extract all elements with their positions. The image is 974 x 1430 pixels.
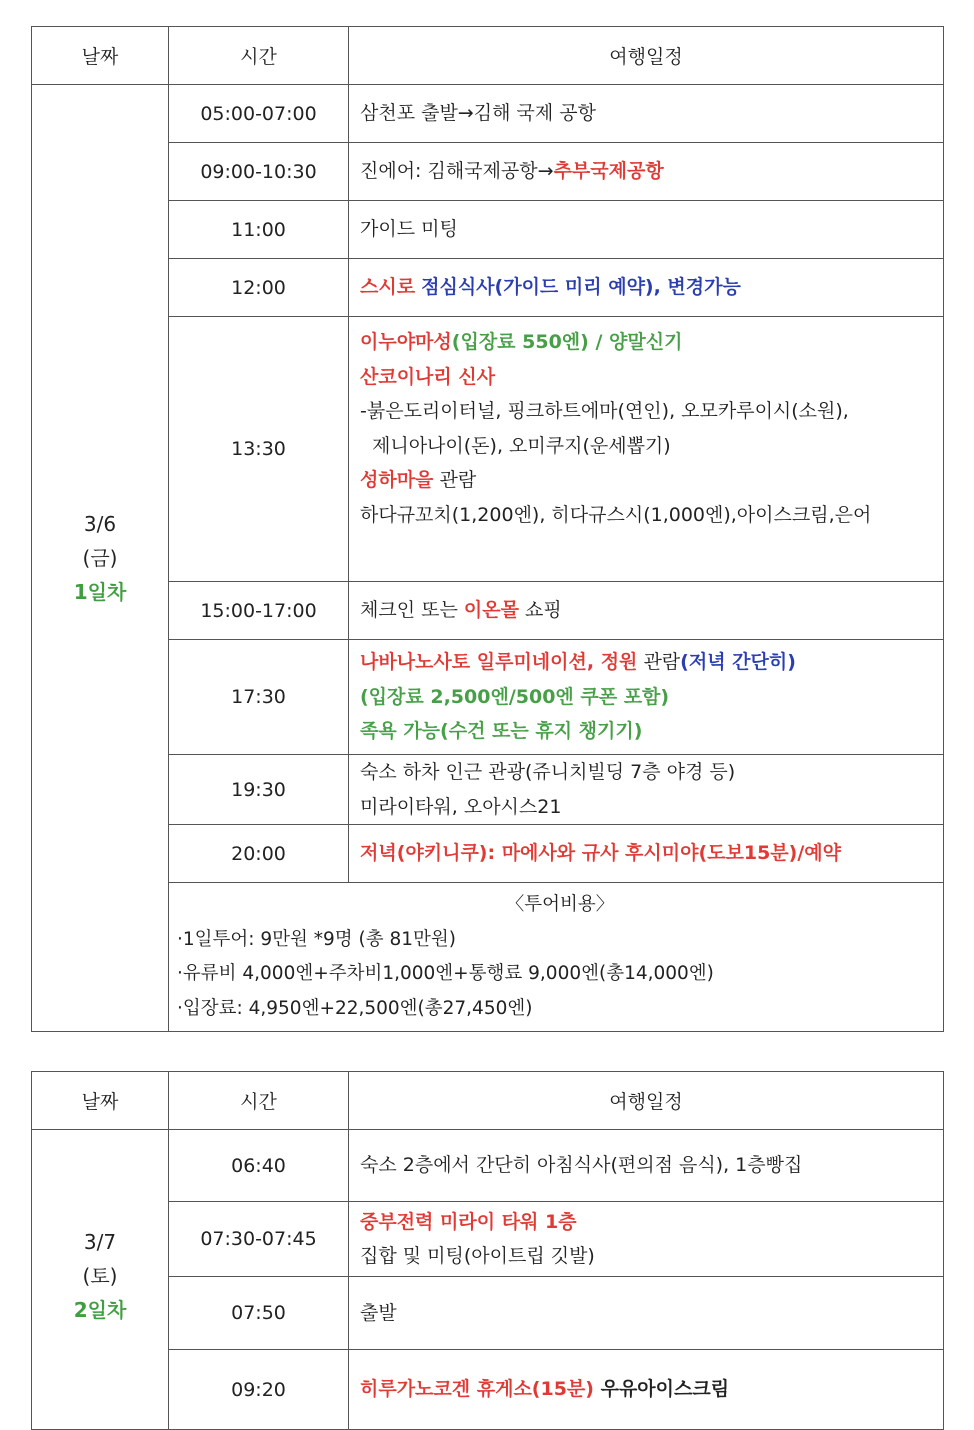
schedule-cell <box>349 755 944 825</box>
table-row <box>32 201 944 259</box>
header-time: 시간 <box>169 27 349 85</box>
schedule-cell <box>349 143 944 201</box>
schedule-cell <box>349 317 944 582</box>
cost-line: ·입장료: 4,950엔+22,500엔(총27,450엔) <box>177 997 533 1019</box>
header-time: 시간 <box>169 1072 349 1130</box>
schedule-line <box>360 463 943 498</box>
shrine-detail-line1: -붉은도리이터널, 핑크하트에마(연인), 오모카루이시(소원), <box>360 400 849 422</box>
time-cell: 13:30 <box>169 317 349 582</box>
sightseeing-line1: 숙소 하차 인근 관광(쥬니치빌딩 7층 야경 등) <box>360 761 736 783</box>
schedule-cell: 숙소 2층에서 간단히 아침식사(편의점 음식), 1층빵집 <box>349 1130 944 1202</box>
schedule-cell: 가이드 미팅 <box>349 201 944 259</box>
day2-schedule-table <box>31 1071 944 1430</box>
flight-text: 진에어: 김해국제공항→ <box>360 160 554 183</box>
table-row <box>32 582 944 640</box>
table-row <box>32 259 944 317</box>
mall-text: 이온몰 <box>463 599 519 622</box>
town-text: 성하마을 <box>360 469 434 491</box>
time-cell: 15:00-17:00 <box>169 582 349 640</box>
cost-title: 〈투어비용〉 <box>505 894 615 915</box>
schedule-cell: 저녁(야키니쿠): 마에사와 규사 후시미야(도보15분)/예약 <box>349 825 944 883</box>
schedule-line <box>360 325 943 360</box>
meeting-place-text: 중부전력 미라이 타워 1층 <box>360 1210 577 1233</box>
footbath-text: 족욕 가능(수건 또는 휴지 챙기기) <box>360 720 643 743</box>
header-schedule: 여행일정 <box>349 1072 944 1130</box>
rest-area-text: 히루가노코겐 휴게소(15분) <box>360 1378 594 1401</box>
illumination-note: 관람 <box>637 651 681 674</box>
table-row <box>32 1350 944 1430</box>
food-text: 하다규꼬치(1,200엔), 히다규스시(1,000엔),아이스크림,은어 <box>360 503 872 526</box>
day1-schedule-table <box>31 26 944 1032</box>
checkin-text: 체크인 또는 <box>360 599 464 622</box>
header-row <box>32 1072 944 1130</box>
cost-line: ·유류비 4,000엔+주차비1,000엔+통행료 9,000엔(총14,000엔) <box>177 963 714 984</box>
time-cell: 20:00 <box>169 825 349 883</box>
date: 3/7 <box>83 1230 117 1254</box>
weekday: (토) <box>82 1264 118 1288</box>
admission-text: (입장료 2,500엔/500엔 쿠폰 포함) <box>360 685 670 708</box>
schedule-cell <box>349 1202 944 1277</box>
date-cell <box>32 85 169 1032</box>
schedule-line <box>360 645 943 680</box>
meeting-text: 집합 및 미팅(아이트립 깃발) <box>360 1245 595 1267</box>
header-row <box>32 27 944 85</box>
weekday: (금) <box>82 546 118 570</box>
table-row <box>32 755 944 825</box>
date: 3/6 <box>83 512 117 536</box>
schedule-cell <box>349 1350 944 1430</box>
header-date: 날짜 <box>32 1072 169 1130</box>
cost-line: ·1일투어: 9만원 *9명 (총 81만원) <box>177 928 457 950</box>
schedule-cell <box>349 582 944 640</box>
time-cell: 06:40 <box>169 1130 349 1202</box>
table-row <box>32 825 944 883</box>
time-cell: 11:00 <box>169 201 349 259</box>
time-cell: 17:30 <box>169 640 349 755</box>
schedule-cell <box>349 640 944 755</box>
time-cell: 05:00-07:00 <box>169 85 349 143</box>
header-date: 날짜 <box>32 27 169 85</box>
dinner-note: (저녁 간단히) <box>680 651 796 674</box>
table-row <box>32 317 944 582</box>
header-schedule: 여행일정 <box>349 27 944 85</box>
time-cell: 09:00-10:30 <box>169 143 349 201</box>
illumination-text: 나바나노사토 일루미네이션, 정원 <box>360 651 638 674</box>
table-row <box>32 85 944 143</box>
shopping-text: 쇼핑 <box>518 599 562 622</box>
time-cell: 07:30-07:45 <box>169 1202 349 1277</box>
shrine-text: 산코이나리 신사 <box>360 365 496 388</box>
sightseeing-line2: 미라이타워, 오아시스21 <box>360 795 562 818</box>
town-note: 관람 <box>433 469 477 491</box>
shrine-detail-line2: 제니아나이(돈), 오미쿠지(운세뽑기) <box>372 434 671 457</box>
cost-row <box>32 883 944 1032</box>
castle-text: 이누야마성 <box>360 331 452 353</box>
time-cell: 19:30 <box>169 755 349 825</box>
day-label: 2일차 <box>73 1298 127 1322</box>
table-row <box>32 1277 944 1350</box>
castle-note: (입장료 550엔) / 양말신기 <box>451 331 683 353</box>
table-row <box>32 143 944 201</box>
table-row <box>32 640 944 755</box>
schedule-cell <box>349 259 944 317</box>
schedule-cell: 출발 <box>349 1277 944 1350</box>
destination-text: 추부국제공항 <box>553 160 664 183</box>
time-cell: 12:00 <box>169 259 349 317</box>
table-row <box>32 1202 944 1277</box>
time-cell: 09:20 <box>169 1350 349 1430</box>
date-cell <box>32 1130 169 1430</box>
schedule-cell: 삼천포 출발→김해 국제 공항 <box>349 85 944 143</box>
table-row <box>32 1130 944 1202</box>
day-label: 1일차 <box>73 580 127 604</box>
lunch-text: 점심식사(가이드 미리 예약), 변경가능 <box>421 276 741 299</box>
time-cell: 07:50 <box>169 1277 349 1350</box>
restaurant-text: 스시로 <box>360 276 416 299</box>
icecream-text: 우유아이스크림 <box>593 1378 730 1401</box>
cost-cell <box>169 883 944 1032</box>
